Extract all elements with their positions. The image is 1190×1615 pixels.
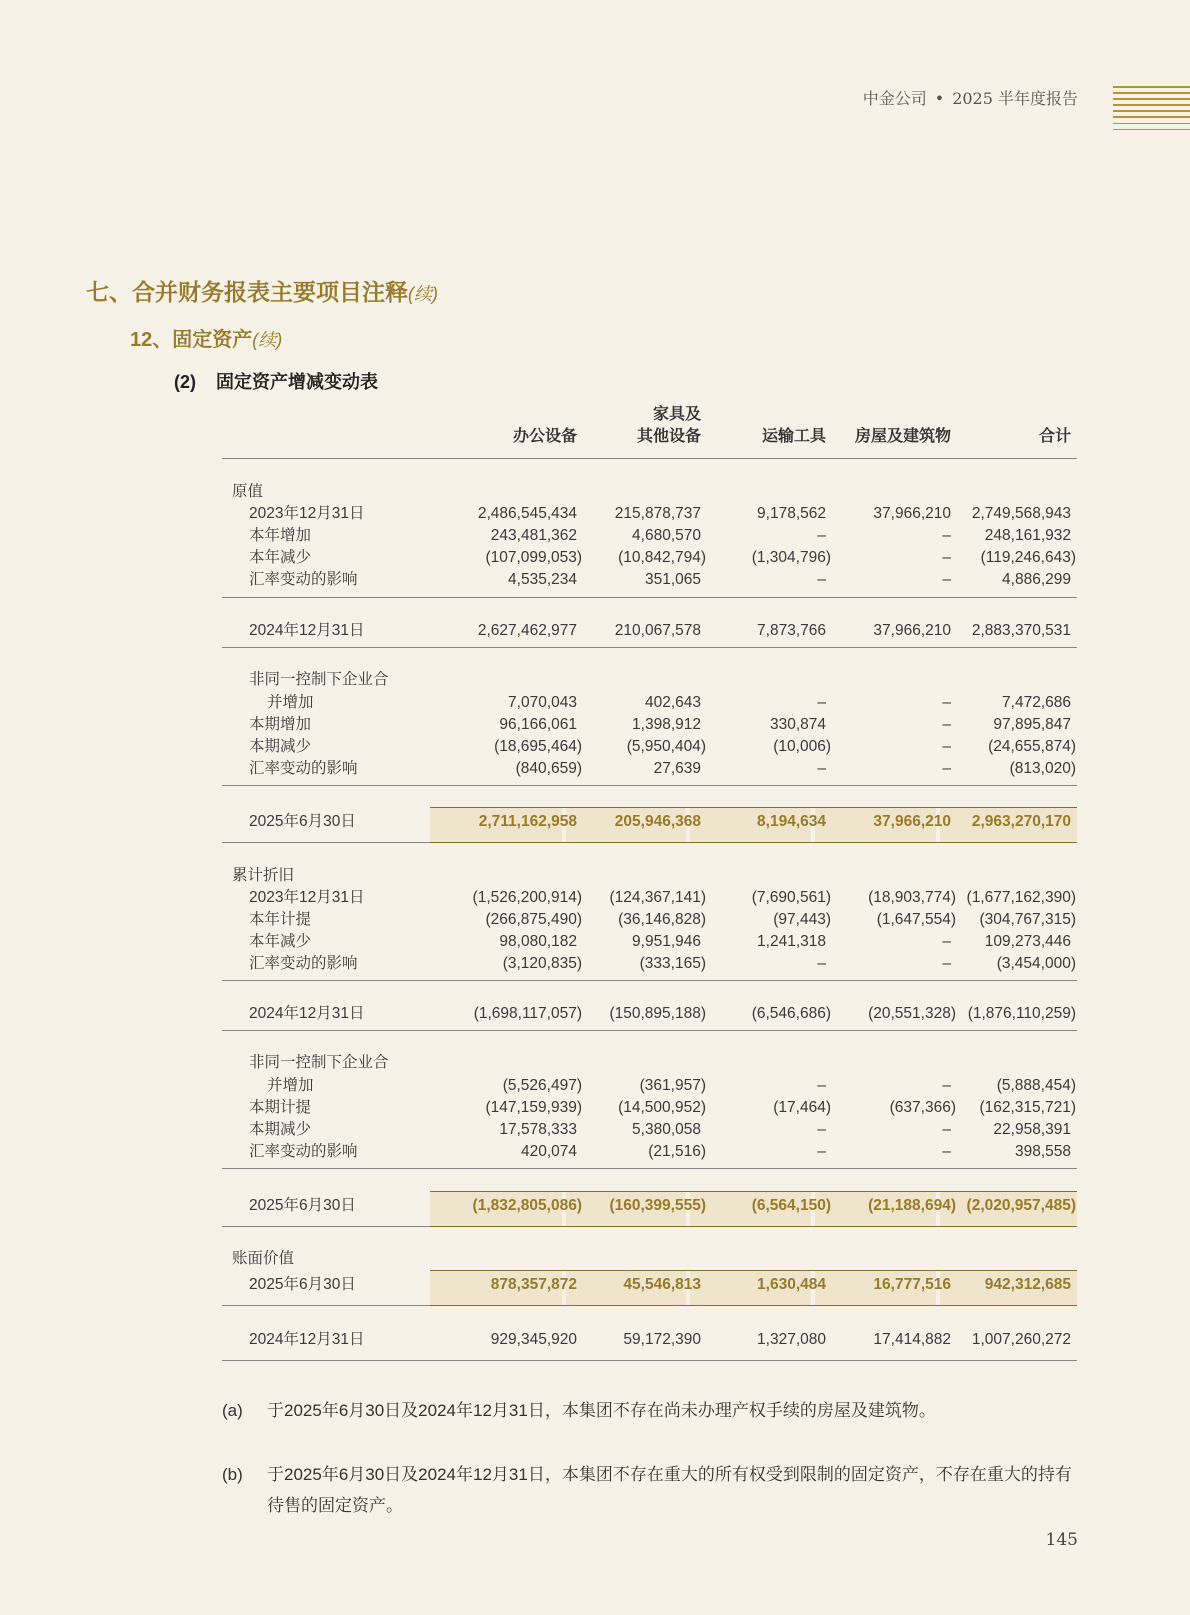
report-name: 2025 半年度报告 bbox=[952, 89, 1078, 108]
table-row: 本年计提 (266,875,490) (36,146,828) (97,443) (1,647,554) (304,767,315) bbox=[249, 911, 1076, 928]
table-row: 汇率变动的影响 (840,659) 27,639 – – (813,020) bbox=[249, 760, 1076, 777]
col-furniture: 家具及 其他设备 bbox=[636, 406, 701, 445]
table-row: 2024年12月31日 2,627,462,977 210,067,578 7,873,766 37,966,210 2,883,370,531 bbox=[249, 622, 1071, 639]
table-row: 2024年12月31日 (1,698,117,057) (150,895,188) (6,546,686) (20,551,328) (1,876,110,259) bbox=[249, 1005, 1076, 1022]
col-office-equipment: 办公设备 bbox=[512, 428, 577, 445]
table-row: 汇率变动的影响 (3,120,835) (333,165) – – (3,454,000) bbox=[249, 955, 1076, 972]
col-total: 合计 bbox=[1038, 428, 1071, 445]
table-row: 本年减少 98,080,182 9,951,946 1,241,318 – 109,273,446 bbox=[249, 933, 1071, 950]
col-vehicles: 运输工具 bbox=[761, 428, 826, 445]
page-header bbox=[863, 86, 1078, 109]
table-row: 2023年12月31日 (1,526,200,914) (124,367,141) (7,690,561) (18,903,774) (1,677,162,390) bbox=[249, 889, 1076, 906]
sub-title: 12、固定资产(续) bbox=[130, 329, 283, 351]
company-name: 中金公司 bbox=[862, 89, 927, 108]
table-row: 并增加 7,070,043 402,643 – – 7,472,686 bbox=[267, 694, 1071, 711]
subtotal-row: 2025年6月30日 2,711,162,958 205,946,368 8,194,634 37,966,210 2,963,270,170 bbox=[249, 813, 1071, 830]
section-label: 原值 bbox=[232, 483, 264, 500]
divider bbox=[222, 1030, 1077, 1031]
section-label: 累计折旧 bbox=[232, 867, 295, 884]
page-number: 145 bbox=[1045, 1530, 1078, 1550]
table-row: 2024年12月31日 929,345,920 59,172,390 1,327,080 17,414,882 1,007,260,272 bbox=[249, 1331, 1071, 1348]
table-row: 汇率变动的影响 4,535,234 351,065 – – 4,886,299 bbox=[249, 571, 1071, 588]
table-row: 2023年12月31日 2,486,545,434 215,878,737 9,178,562 37,966,210 2,749,568,943 bbox=[249, 505, 1071, 522]
divider bbox=[222, 980, 1077, 981]
table-row-label: 非同一控制下企业合 bbox=[249, 1054, 389, 1071]
divider bbox=[222, 1360, 1077, 1361]
table-row: 本期计提 (147,159,939) (14,500,952) (17,464) (637,366) (162,315,721) bbox=[249, 1099, 1076, 1116]
table-row: 汇率变动的影响 420,074 (21,516) – – 398,558 bbox=[249, 1143, 1071, 1160]
divider bbox=[222, 785, 1077, 786]
divider bbox=[222, 842, 430, 843]
subtotal-row: 2025年6月30日 878,357,872 45,546,813 1,630,484 16,777,516 942,312,685 bbox=[249, 1276, 1071, 1293]
divider bbox=[222, 597, 1077, 598]
divider bbox=[222, 1305, 430, 1306]
divider bbox=[222, 647, 1077, 648]
table-row: 本年减少 (107,099,053) (10,842,794) (1,304,796) – (119,246,643) bbox=[249, 549, 1076, 566]
section-label: 账面价值 bbox=[232, 1250, 295, 1267]
table-row: 本年增加 243,481,362 4,680,570 – – 248,161,932 bbox=[249, 527, 1071, 544]
header-decoration bbox=[1113, 86, 1190, 136]
table-title: (2) 固定资产增减变动表 bbox=[174, 372, 378, 392]
section-title: 七、合并财务报表主要项目注释(续) bbox=[86, 279, 438, 305]
col-buildings: 房屋及建筑物 bbox=[854, 428, 951, 445]
table-row: 本期增加 96,166,061 1,398,912 330,874 – 97,895,847 bbox=[249, 716, 1071, 733]
table-row-label: 非同一控制下企业合 bbox=[249, 671, 389, 688]
table-row: 本期减少 17,578,333 5,380,058 – – 22,958,391 bbox=[249, 1121, 1071, 1138]
divider bbox=[222, 1226, 430, 1227]
table-row: 本期减少 (18,695,464) (5,950,404) (10,006) – (24,655,874) bbox=[249, 738, 1076, 755]
subtotal-row: 2025年6月30日 (1,832,805,086) (160,399,555) (6,564,150) (21,188,694) (2,020,957,485) bbox=[249, 1197, 1076, 1214]
header-separator: • bbox=[934, 89, 945, 108]
table-header bbox=[222, 400, 1077, 459]
table-row: 并增加 (5,526,497) (361,957) – – (5,888,454) bbox=[267, 1077, 1076, 1094]
divider bbox=[222, 1168, 1077, 1169]
